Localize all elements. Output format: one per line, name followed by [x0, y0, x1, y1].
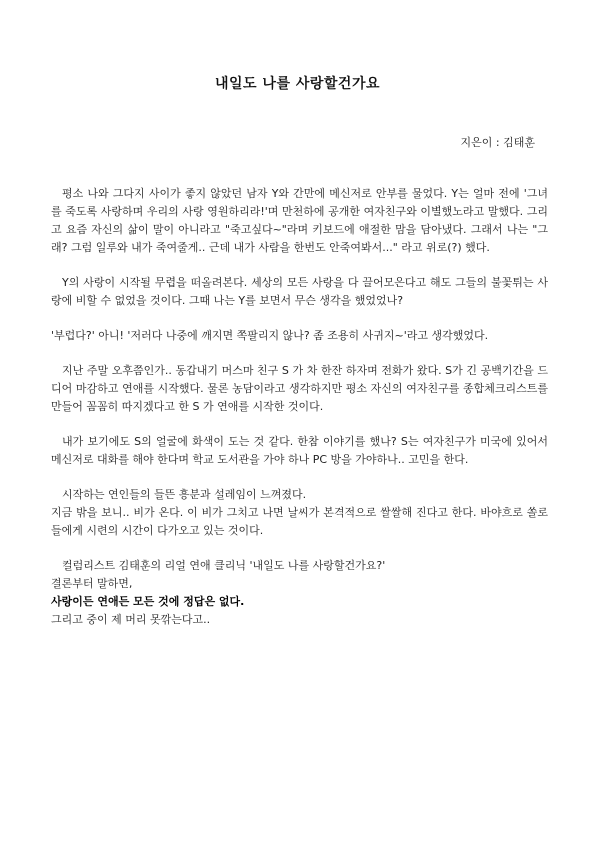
paragraph: 지난 주말 오후쯤인가.. 동갑내기 머스마 친구 S 가 차 한잔 하자며 전화가 왔다. S가 긴 공백기간을 드디어 마감하고 연애를 시작했다. 물론 농담이라고 생각하지만 평소 자신의 여자친구를 종합체크리스트를 만들어 꼼꼼히 따지겠다고 한 S 가 연애를 시작한 것이다. [51, 364, 548, 413]
paragraph: Y의 사랑이 시작될 무렵을 떠올려본다. 세상의 모든 사랑을 다 끌어모은다고 해도 그들의 불꽃튀는 사랑에 비할 수 없었을 것이다. 그때 나는 Y를 보면서 무슨 생각을 했었었나? [51, 276, 548, 307]
paragraph: 그리고 중이 제 머리 못깎는다고.. [51, 613, 211, 626]
paragraph: 결론부터 말하면, [51, 577, 133, 590]
paragraph: 컬럼리스트 김태훈의 리얼 연애 클리닉 '내일도 나를 사랑할건가요?' [62, 559, 386, 572]
document-body [51, 185, 548, 629]
paragraph: 지금 밖을 보니.. 비가 온다. 이 비가 그치고 나면 날씨가 본격적으로 쌀쌀해 진다고 한다. 바야흐로 쏠로들에게 시련의 시간이 다가오고 있는 것이다. [51, 506, 548, 537]
paragraph: 시작하는 연인들의 들뜬 흥분과 설레임이 느껴졌다. [62, 488, 307, 501]
key-statement: 사랑이든 연애든 모든 것에 정답은 없다. [51, 595, 245, 608]
paragraph: '부럽다?' 아니! '저러다 나중에 깨지면 쪽팔리지 않나? 좀 조용히 사귀지~'라고 생각했었다. [51, 329, 489, 342]
paragraph: 내가 보기에도 S의 얼굴에 화색이 도는 것 같다. 한참 이야기를 했나? S는 여자친구가 미국에 있어서 메신저로 대화를 해야 한다며 학교 도서관을 가야 하나 PC 방을 가야하나.. 고민을 한다. [51, 435, 548, 466]
paragraph: 평소 나와 그다지 사이가 좋지 않았던 남자 Y와 간만에 메신저로 안부를 물었다. Y는 얼마 전에 '그녀를 죽도록 사랑하며 우리의 사랑 영원하리라!'며 만천하에 공개한 여자친구와 이별했노라고 말했다. 그리고 요즘 자신의 삶이 말이 아니라고 "죽고싶다~"라며 키보드에 애절한 맘을 담아냈다. 그래서 나는 "그래? 그럼 일루와 내가 죽여줄게.. 근데 내가 사람을 한번도 안죽여봐서..." 라고 위로(?) 했다. [51, 187, 548, 254]
document-title: 내일도 나를 사랑할건가요 [214, 76, 380, 92]
author-line: 지은이 : 김태훈 [460, 136, 535, 149]
